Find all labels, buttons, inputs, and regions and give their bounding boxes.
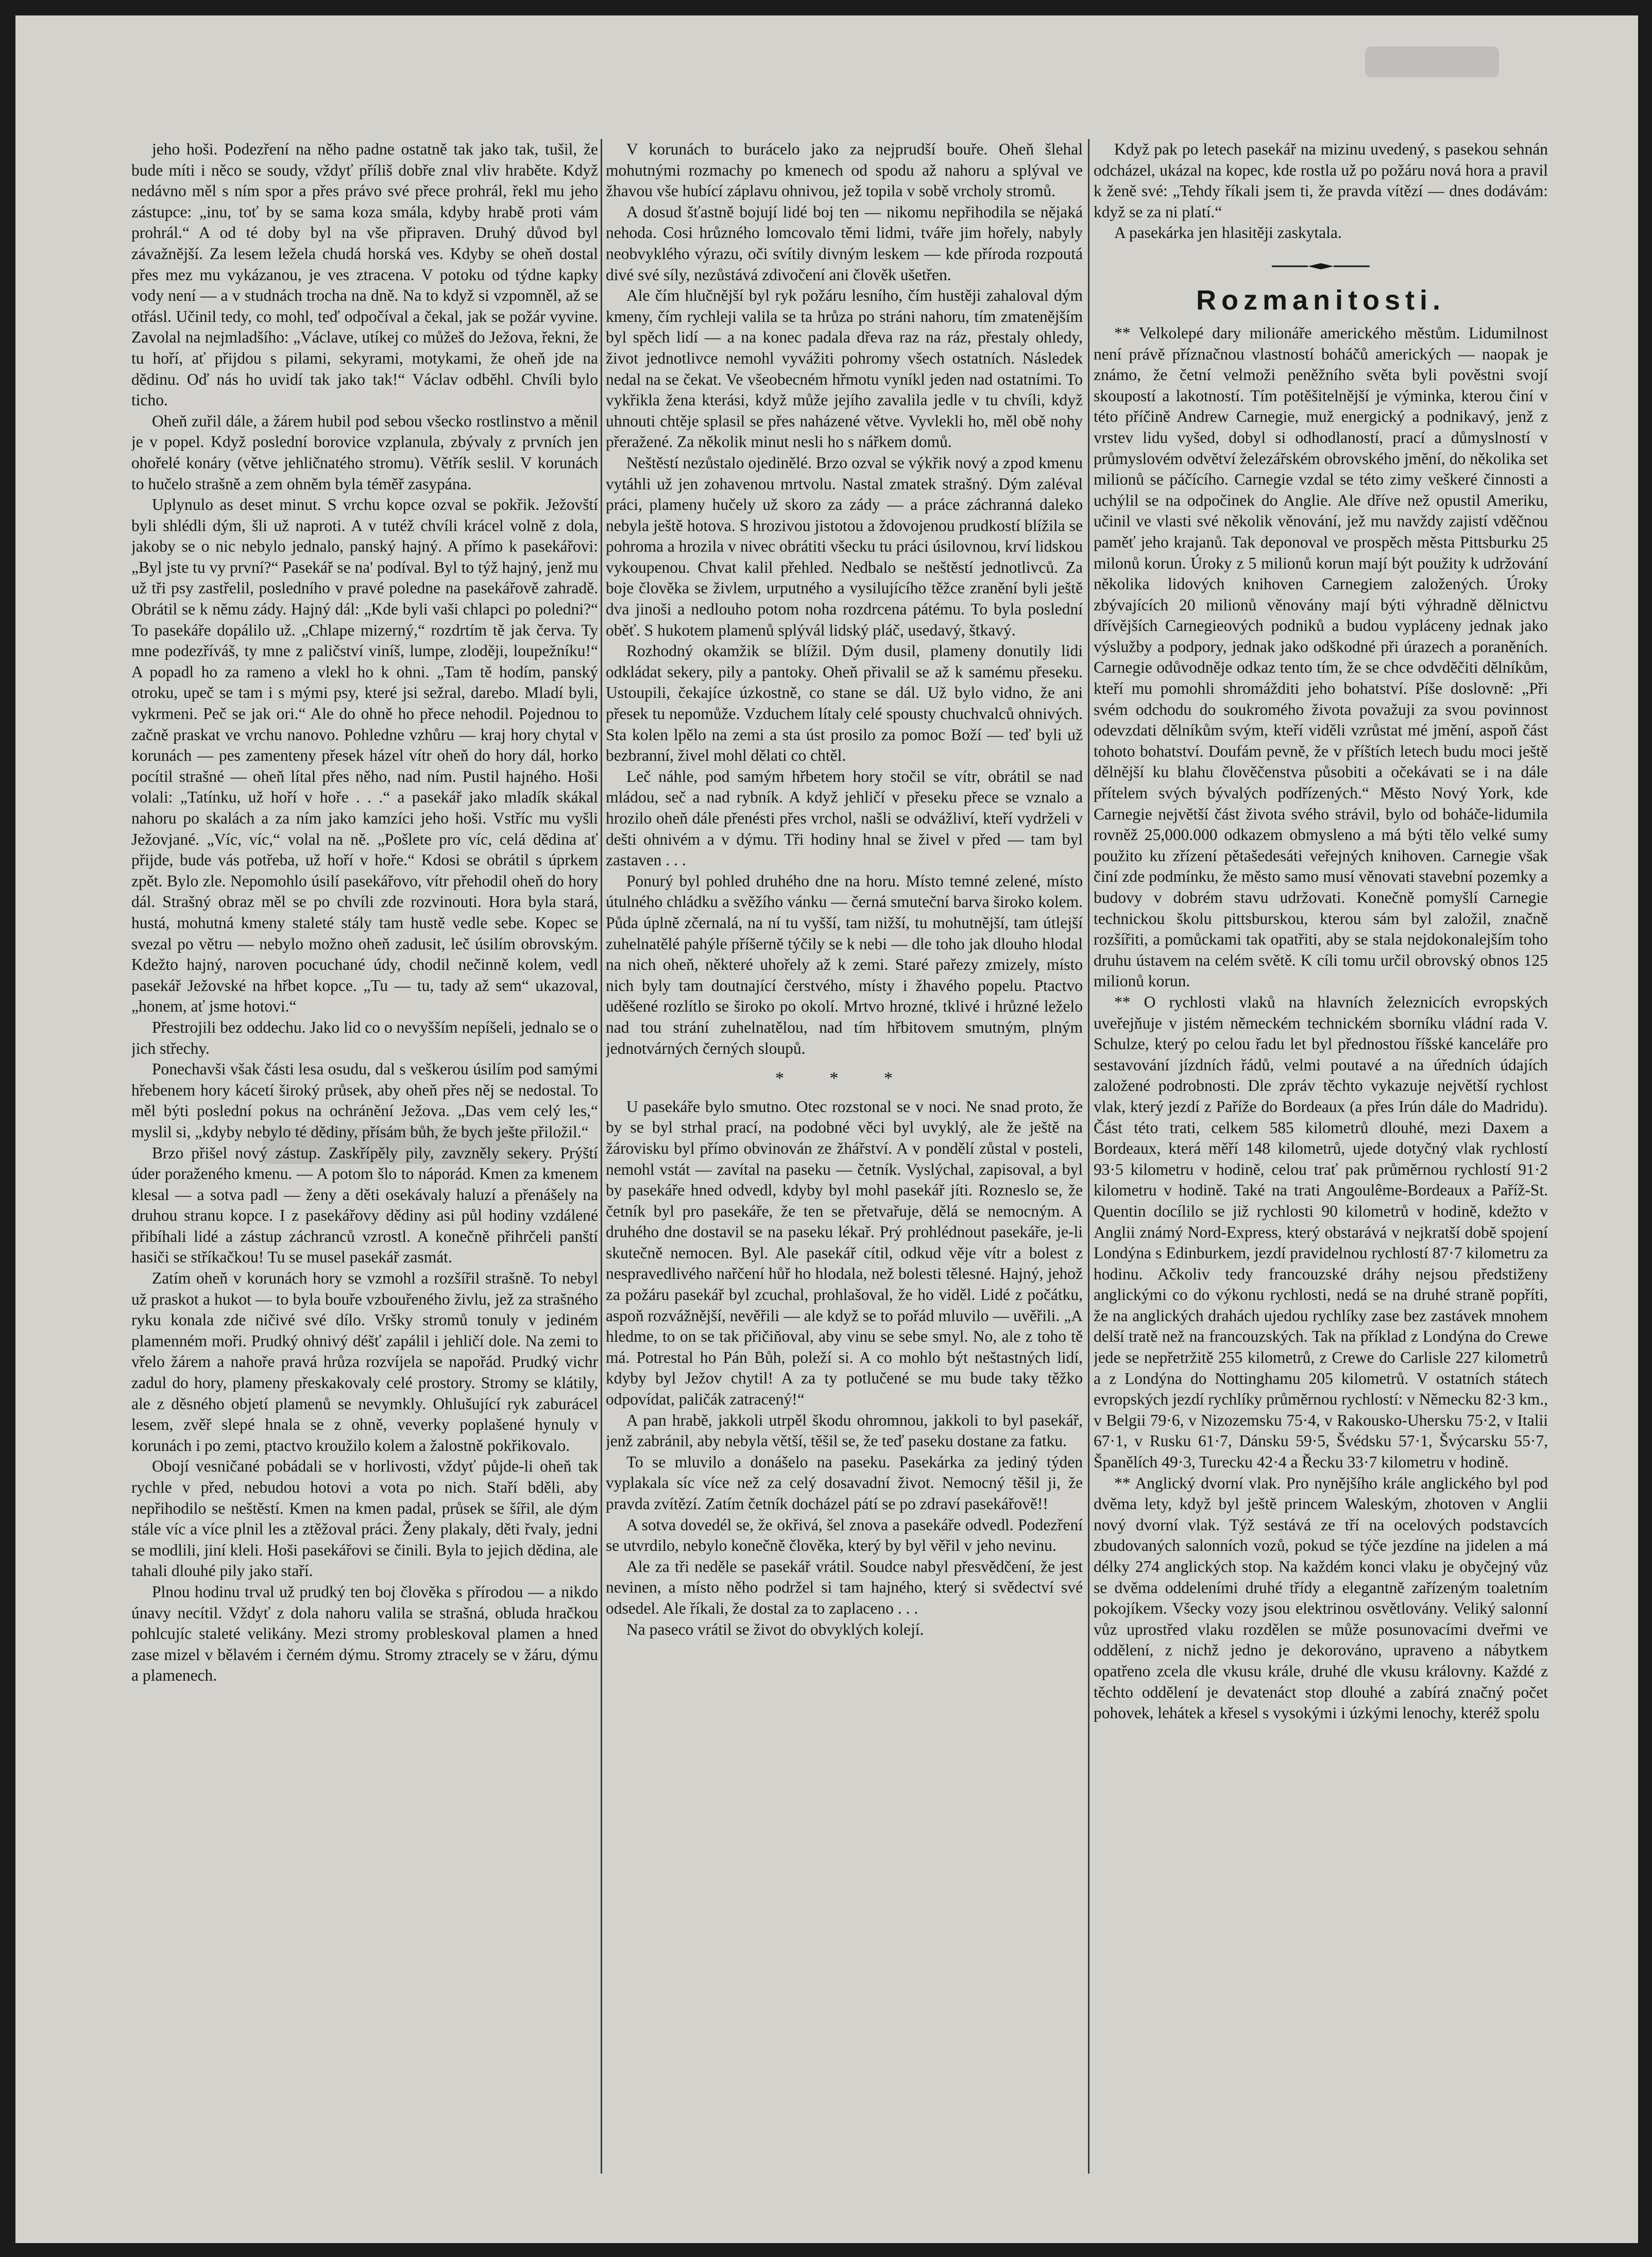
paragraph: Leč náhle, pod samým hřbetem hory stočil se vítr, obrátil se nad mládou, seč a nad rybník. A když jehličí v přeseku přece se vznalo a hrozilo oheň dále přenésti přes vrchol, našli se odvážliví, kteří vydrželi v dešti ohnivém a v dýmu. Tři hodiny hnal se živel v před — tam byl zastaven . . . <box>606 767 1083 869</box>
paragraph: Plnou hodinu trval už prudký ten boj člověka s přírodou — a nikdo únavy necítil. Vždyť z dola nahoru valila se strašná, obluda hračkou pohlcujíc staleté velikány. Mezi stromy probleskoval plamen a hned zase mizel v bělavém i černém dýmu. Stromy ztracely se v žáru, dýmu a plamenech. <box>131 1582 598 1685</box>
paragraph: Neštěstí nezůstalo ojedinělé. Brzo ozval se výkřik nový a zpod kmenu vytáhli už jen zohavenou mrtvolu. Nastal zmatek strašný. Dým zaléval práci, plameny hučely už skoro za zády — a práce záchranná daleko nebyla ještě hotova. S hrozivou jistotou a ždovojenou prudkostí blížila se pohroma a hrozila v nivec obrátiti všecku tu práci úsilovnou, krví lidskou vykoupenou. Chvat kalil přehled. Nedbalo se neštěstí jednotlivců. Za boje člověka se živlem, urputného a vysilujícího těžce zranění byli ještě dva jinoši a nedlouho potom noha rozdrcena pátému. To byla poslední oběť. S hukotem plamenů splývál lidský pláč, usedavý, štkavý. <box>606 453 1083 639</box>
story-ending <box>1094 139 1548 244</box>
ornament-divider <box>1272 262 1370 270</box>
section-stars: * * * <box>775 1069 913 1088</box>
paragraph: Uplynulo as deset minut. S vrchu kopce ozval se pokřik. Ježovští byli shlédli dým, šli už naproti. A v tutéž chvíli krácel volně z dola, jakoby se o nic nebylo jednalo, panský hajný. A přímo k pasekářovi: „Byl jste tu vy první?“ Pasekář se na' podíval. Byl to týž hajný, jenž mu už tři psy zastřelil, posledního v pravé poledne na pasekářově zahradě. Obrátil se k němu zády. Hajný dál: „Kde byli vaši chlapci po poledni?“ To pasekáře dopálilo už. „Chlape mizerný,“ rozdrtím tě jak červa. Ty mne podezříváš, ty mne z paličství viníš, lumpe, zloději, loupežníku!“ A popadl ho za rameno a vlekl ho k ohni. „Tam tě hodím, panský otroku, upeč se tam i s mými psy, které jsi sežral, darebo. Mladí byli, vykrmeni. Peč se jak ori.“ Ale do ohně ho přece nehodil. Pojednou to začně praskat ve vrchu nanovo. Pohledne vzhůru — kraj hory chytal v korunách — pes zamenteny přesek házel vítr oheň do hory dál, horko pocítil strašné — oheň lítal přes něho, nad ním. Pustil hajného. Hoši volali: „Tatínku, už hoří v hoře . . .“ a pasekář jako mladík skákal nahoru po skalách a za ním jako kamzíci jeho hoši. Vstříc mu vyšli Ježovjané. „Víc, víc,“ volal na ně. „Pošlete pro víc, celá dědina ať přijde, bude vás potřeba, už hoří v hoře.“ Kdosi se obrátil s úprkem zpět. Bylo zle. Nepomohlo úsilí pasekářovo, vítr přehodil oheň do hory dál. Strašný obraz měl se po chvíli zde rozvinouti. Hora byla stará, hustá, mohutná kmeny staleté stály tam hustě vedle sebe. Kopec se svezal po větru — nebylo možno oheň zadusit, leč úsilím obrovským. Kdežto hajný, naroven pocuchané údy, chodil nečinně kolem, vedl pasekář Ježovské na hřbet kopce. „Tu — tu, tady až sem“ ukazoval, „honem, ať jsme hotovi.“ <box>131 495 598 1016</box>
paragraph: Ponurý byl pohled druhého dne na horu. Místo temné zelené, místo útulného chládku a svěžího vánku — černá smuteční barva široko kolem. Půda úplně zčernalá, na ní tu vyšší, tam nižší, tu mohutnější, tam útlejší zuhelnatělé pahýle příšerně týčily se k nebi — dle toho jak dlouho hlodal na nich oheň, některé uhořely až k zemi. Staré pařezy zmizely, místo nich byly tam doutnající čerstvého, místy i žhavého popelu. Ptactvo uděšené rozlítlo se široko po okolí. Mrtvo hrozné, tklivé i hrůzné leželo nad tou strání zuhelnatělou, nad tím hřbitovem smutným, plným jednotvárných černých sloupů. <box>606 871 1083 1057</box>
paragraph: A dosud šťastně bojují lidé boj ten — nikomu nepřihodila se nějaká nehoda. Cosi hrůzného lomcovalo těmi lidmi, tváře jim hořely, nabyly neobvyklého výrazu, oči svítily divným leskem — kde příroda rozpoutá divé své síly, nezůstává zdivočení ani člověk ušetřen. <box>606 202 1083 284</box>
scan-stain <box>1365 46 1499 77</box>
paragraph: V korunách to burácelo jako za nejprudší bouře. Oheň šlehal mohutnými rozmachy po kmenech od spodu až nahoru a splýval ve žhavou vše hubící záplavu ohnivou, jež topila v sobě vrcholy stromů. <box>606 140 1083 200</box>
column-1 <box>131 139 598 2179</box>
column-rule <box>601 139 602 2174</box>
section-title: Rozmanitosti. <box>1196 284 1445 316</box>
paragraph: To se mluvilo a donášelo na paseku. Pasekárka za jediný týden vyplakala síc více než za celý dosavadní život. Nemocný těšil ji, že pravda zvítězí. Zatím četník docházel pátí se po zdraví pasekářově!! <box>606 1452 1083 1513</box>
paragraph: Přestrojili bez oddechu. Jako lid co o nevyšším nepíšeli, jednalo se o jich střechy. <box>131 1018 598 1057</box>
paragraph: A pasekárka jen hlasitěji zaskytala. <box>1114 224 1342 242</box>
paragraph: Rozhodný okamžik se blížil. Dým dusil, plameny donutily lidi odkládat sekery, pily a pantoky. Oheň přivalil se až k samému přeseku. Ustoupili, čekajíce úzkostně, co stane se dál. Už bylo vidno, že ani přesek tu nepomůže. Vzduchem lítaly celé spousty chuchvalců ohnivých. Sta kolen lpělo na zemi a sta úst prosilo za pomoc Boží — teď byli už bezbranní, živel mohl dělati co chtěl. <box>606 642 1083 765</box>
paragraph: jeho hoši. Podezření na něho padne ostatně tak jako tak, tušil, že bude míti i něco se soudy, vždyť příliš dobře znal vliv hraběte. Když nedávno měl s ním spor a přes právo své přece prohrál, řekl mu jeho zástupce: „inu, toť by se sama koza smála, kdyby hrabě proti vám prohrál.“ A od té doby byl na vše připraven. Druhý důvod byl závažnější. Za lesem ležela chudá horská ves. Kdyby se oheň dostal přes mez mu vykázanou, je ves ztracena. V potoku od týdne kapky vody není — a v studnách trocha na dně. Na to když si vzpomněl, až se otřásl. Učinil tedy, co mohl, teď odpočíval a čekal, jak se požár vyvine. Zavolal na nejmladšího: „Václave, utíkej co můžeš do Ježova, řekni, že tu hoří, ať přijdou s pilami, sekyrami, motykami, že oheň jde na dědinu. Oď nás ho uvidí tak jako tak!“ Václav odběhl. Chvíli bylo ticho. <box>131 140 598 409</box>
newspaper-page <box>15 15 1638 2243</box>
column-3 <box>1094 139 1548 2179</box>
paragraph: Obojí vesničané pobádali se v horlivosti, vždyť půjde-li oheň tak rychle v před, nebudou hotovi a vota po nich. Staří bděli, aby nepřihodilo se neštěstí. Kmen na kmen padal, průsek se šířil, ale dým stále víc a více plnil les a ztěžoval práci. Ženy plakaly, děti řvaly, jedni se modlili, jiní kleli. Hoši pasekářovi se činili. Byla to jejich dědina, ale tahali dlouhé pily jako staří. <box>131 1457 598 1580</box>
paragraph: Na paseco vrátil se život do obvyklých kolejí. <box>626 1620 924 1638</box>
paragraph: U pasekáře bylo smutno. Otec rozstonal se v noci. Ne snad proto, že by se byl strhal prací, na podobné věci byl uvyklý, ale že ještě na žárovisku byl přímo obvinován ze žhářství. A v pondělí zůstal v posteli, nemohl vstát — zavítal na paseku — četník. Vyslýchal, zapisoval, a byl by pasekáře hned odvedl, kdyby byl mohl pasekář jíti. Rozneslo se, že četník byl pro pasekáře, že ten se přetvařuje, dělá se nemocným. A druhého dne dostavil se na paseku lékař. Prý prohlédnout pasekáře, je-li skutečně nemocen. Byl. Ale pasekář cítil, odkud věje vítr a bolest z nespravedlivého nařčení hůř ho hlodala, než bolesti tělesné. Hajný, jehož za požáru pasekář byl zcuchal, prohlašoval, že ho viděl. Lidé z počátku, aspoň rozvážnější, nevěřili — ale když se to pořád mluvilo — uvěřili. „A hledme, to on se tak přičiňoval, aby vinu se sebe smyl. No, ale z toho tě má. Potrestal ho Pán Bůh, poleží si. A co mohlo být neštastných lidí, kdyby byl Ježov chytil! A za ty potlučené se mu bude taky těžko odpovídat, paličák zatracený!“ <box>606 1097 1083 1409</box>
column-2 <box>606 139 1083 2179</box>
paragraph: Ale čím hlučnější byl ryk požáru lesního, čím hustěji zahaloval dým kmeny, čím rychleji valila se ta hrůza po stráni nahoru, tím zmatenějším byl spěch lidí — a na konec padala dřeva raz na ráz, přestaly ohledy, život jednotlivce nemohl vyvážiti pohromy všech ostatních. Následek nedal na se čekat. Ve všeobecném hřmotu vyníkl jeden nad ostatními. To vykřikla žena kterási, když může jejího zavalila jedle v tu chvíli, když uhnouti chtěje splasil se přes naházené větve. Vyvlekli ho, měl obě nohy přeražené. Za několik minut nesli ho s nářkem domů. <box>606 286 1083 451</box>
paragraph: ** Velkolepé dary milionáře amerického městům. Lidumilnost není právě příznačnou vlastností boháčů amerických — naopak je známo, že četní velmoži peněžního světa byli pověstni svojí skoupostí a lakotností. Tím potěšitelnější je výminka, kterou činí v této příčině Andrew Carnegie, muž energický a podnikavý, jenž z vrstev lidu vyšed, dobyl si odhodlaností, prací a důmyslností v průmyslovém odvětví železářském obrovského jmění, do několika set milionů se páčícího. Carnegie vzdal se této zimy veškeré činnosti a uchýlil se na odpočinek do Anglie. Ale dříve než opustil Ameriku, učinil ve vlasti své několik věnování, jež mu navždy zajistí vděčnou paměť jeho krajanů. Tak deponoval ve prospěch města Pittsburku 25 milonů korun. Úroky z 5 milionů korun mají být použity k udržování několika lidových knihoven Carnegiem založených. Úroky zbývajících 20 milionů věnovány mají býti výhradně dělnictvu dřívějších Carnegieových podniků a budou vypláceny jednak jako výslužby a podpory, jednak jako odškodné při úrazech a poraněních. Carnegie odůvodněje odkaz tento tím, že se chce odvděčiti dělníkům, kteří mu pomohli shromážditi jeho bohatství. Píše doslovně: „Při svém odchodu do soukromého života považuji za svou povinnost odevzdati dělníkům svým, kteří viděli vzrůstat mé jmění, aspoň část tohoto bohatství. Doufám pevně, že v příštích letech budu moci ještě dělnější ku blahu člověčenstva působiti a očekávati se i na dále přítelem svých bývalých podřízených.“ Město Nový York, kde Carnegie největší část života svého strávil, bylo od boháče-lidumila rovněž 25,000.000 odkazem obmysleno a má býti tělo velké sumy použito ku zřízení pětašedesáti veřejných knihoven. Carnegie však činí zde podmínku, že město samo musí věnovati stavební pozemky a budovy v dobrém stavu udržovati. Konečně pomyšlí Carnegie technickou školu pittsburskou, kterou sám byl založil, značně rozšířiti, a pomůckami tak opatřiti, aby se stala nejdokonalejším toho druhu ústavem na celém světě. K cíli tomu určil obrovský obnos 125 milionů korun. <box>1094 323 1548 990</box>
paragraph: Zatím oheň v korunách hory se vzmohl a rozšířil strašně. To nebyl už praskot a hukot — to byla bouře vzbouřeného živlu, jež za strašného ryku konala zde ničivé své dílo. Vršky stromů tonuly v jediném plamenném moři. Prudký ohnivý déšť zapálil i jehličí dole. Na zemi to vřelo žárem a nahoře pravá hrůza rozvíjela se napořád. Prudký vichr zadul do hory, plameny přeskakovaly celé prostory. Stromy se klátily, ale z děsného objetí plamenů se nevymkly. Ohlušující ryk zaburácel lesem, zvěř slepé hnala se z ohně, veverky poplašené hynuly v korunách i po zemi, ptactvo kroužilo kolem a žalostně pokřikovalo. <box>131 1269 598 1455</box>
paragraph: Brzo přišel nový zástup. Zaskřípěly pily, zavzněly sekery. Prýští úder poraženého kmenu. — A potom šlo to náporád. Kmen za kmenem klesal — a sotva padl — ženy a děti osekávaly haluzí a přenášely na druhou stranu kopce. I z pasekářovy dědiny asi půl hodiny vzdálené přibíhali lidé a zástup záchranců vzrostl. A konečně přihrčeli panští hasiči se stříkačkou! Tu se musel pasekář zasmát. <box>131 1143 598 1267</box>
paragraph: Když pak po letech pasekář na mizinu uvedený, s pasekou sehnán odcházel, ukázal na kopec, kde rostla už po požáru nová hora a pravil k ženě své: „Tehdy říkali jsem ti, že pravda vítězí — dnes dodávám: když se za ni platí.“ <box>1094 140 1548 221</box>
paragraph: Ale za tři neděle se pasekář vrátil. Soudce nabyl přesvědčení, že jest nevinen, a místo něho podržel si tam hajného, který si svědectví své odsedel. Ale říkali, že dostal za to zaplaceno . . . <box>606 1557 1083 1617</box>
paragraph: Oheň zuřil dále, a žárem hubil pod sebou všecko rostlinstvo a měnil je v popel. Když poslední borovice vzplanula, zbývaly z prvních jen ohořelé konáry (větve jehličnatého stromu). Větřík seslil. V korunách to hučelo strašně a zem ohněm byla téměř zasypána. <box>131 412 598 493</box>
miscellany-articles <box>1094 323 1548 1724</box>
paragraph: ** O rychlosti vlaků na hlavních železnicích evropských uveřejňuje v jistém německém technickém sborníku vládní rada V. Schulze, který po celou řadu let byl přednostou říšské kanceláře pro sestavování jízdních řádů, velmi poutavé a na úředních údajích založené podrobnosti. Dle zpráv těchto vykazuje největší rychlost vlak, který jezdí z Paříže do Bordeaux (a přes Irún dále do Madridu). Část této trati, celkem 585 kilometrů dlouhé, mezi Daxem a Bordeaux, která měří 148 kilometrů, ujede dotyčný vlak rychlostí 93·5 kilometru v hodině, celou trať pak průměrnou rychlostí 91·2 kilometru v hodině. Také na trati Angoulême-Bordeaux a Paříž-St. Quentin docílilo se již rychlosti 90 kilometrů v hodině, kdežto v Anglii známý Nord-Express, který obstarává v nejkratší době spojení Londýna s Edinburkem, jezdí pravidelnou rychlostí 87·7 kilometru za hodinu. Ačkoliv tedy francouzské dráhy nejsou předstiženy anglickými co do výkonu rychlosti, nedá se na druhé straně popříti, že na anglických drahách ujedou rychlíky zase bez zastávek mnohem delší tratě než na francouzských. Tak na příklad z Londýna do Crewe jede se nepřetržitě 255 kilometrů, z Crewe do Carlisle 227 kilometrů a z Londýna do Nottinghamu 205 kilometrů. V ostatních státech evropských jezdí rychlíky průměrnou rychlostí: v Německu 82·3 km., v Belgii 79·6, v Nizozemsku 75·4, v Rakousko-Uhersku 75·2, v Italii 67·1, v Rusku 61·7, Dánsku 59·5, Švédsku 57·1, Švýcarsku 55·7, Španělích 49·3, Turecku 42·4 a Řecku 33·7 kilometru v hodině. <box>1094 993 1548 1472</box>
paragraph: A sotva dovedél se, že okřivá, šel znova a pasekáře odvedl. Podezření se utvrdilo, nebylo konečně člověka, který by byl věřil v jeho nevinu. <box>606 1515 1083 1555</box>
paragraph: Ponechavši však části lesa osudu, dal s veškerou úsilím pod samými hřebenem hory kácetí široký průsek, aby oheň přes něj se nedostal. To měl býti poslední pokus na ochránění Ježova. „Das vem celý les,“ myslil si, „kdyby nebylo té dědiny, přísám bůh, že bych ješte přiložil.“ <box>131 1060 598 1141</box>
paragraph: ** Anglický dvorní vlak. Pro nynějšího krále anglického byl pod dvěma lety, když byl ještě princem Waleským, zhotoven v Anglii nový dvorní vlak. Týž sestává ze tří na ocelových podstavcích zbudovaných salonních vozů, pokud se týče jezdíne na jidelen a má délky 274 anglických stop. Na každém konci vlaku je obyčejný vůz se dvěma oddeleními druhé třídy a elegantně zařízeným toaletním pokojíkem. Všecky vozy jsou elektrinou osvětlovány. Veliký salonní vůz uprostřed vlaku rozdělen se může posunovacími dveřmi ve oddělení, z nichž jedno je dekorováno, upraveno a nábytkem opatřeno zcela dle vkusu krále, druhé dle vkusu královny. Každé z těchto oddělení je devatenáct stop dlouhé a zabírá značný počet pohovek, lehátek a křesel s vysokými i úzkými lenochy, kteréž spolu <box>1094 1474 1548 1722</box>
paragraph: A pan hrabě, jakkoli utrpěl škodu ohromnou, jakkoli to byl pasekář, jenž zabránil, aby nebyla větší, těšil se, že teď paseku dostane za fatku. <box>606 1411 1083 1450</box>
column-rule <box>1088 139 1089 2174</box>
